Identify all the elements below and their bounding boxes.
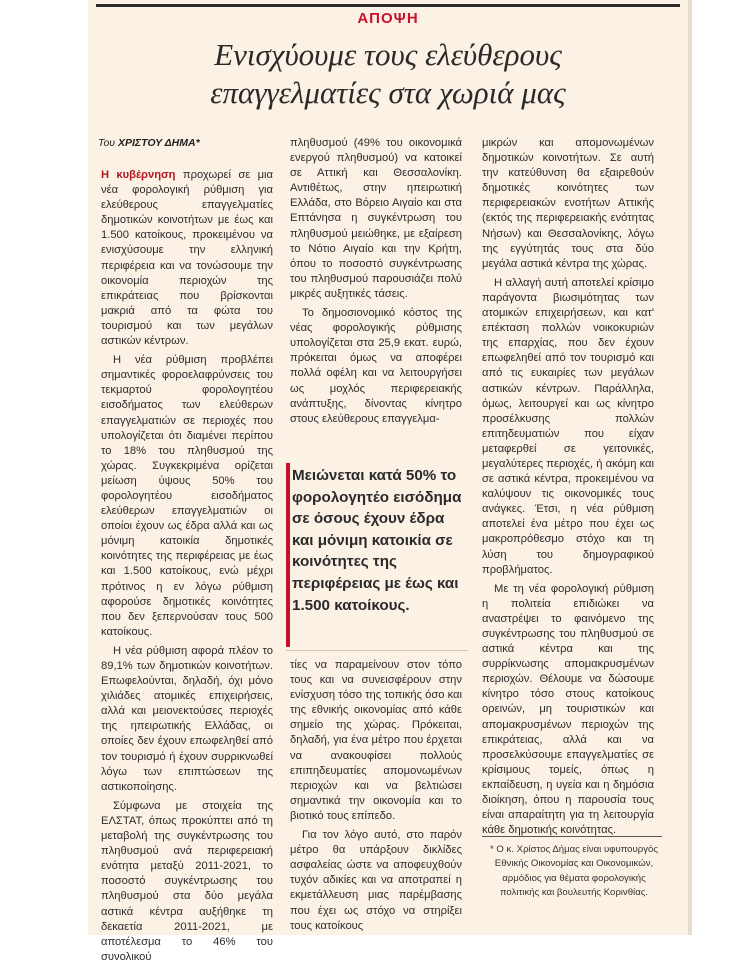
paragraph-text: προχωρεί σε μια νέα φορολογική ρύθμιση για ελεύθερους επαγγελματίες δημοτικών κοινοτήτων με έως και 1.500 κατοίκους, προκειμένου να ενισχύσουμε την ελληνική περιφέρεια και να τονώσουμε την οικονομία περιοχών της επικράτειας που βρίσκονται μακριά από τα φώτα του τουρισμού και των μεγάλων αστικών κέντρων. [101, 169, 274, 348]
newspaper-page [88, 0, 688, 963]
byline-prefix: Του [98, 137, 116, 149]
headline-line-2: επαγγελματίες στα χωριά μας [210, 75, 566, 110]
author-note: * Ο κ. Χρίστος Δήμας είναι υφυπουργός Εθνικής Οικονομίας και Οικονομικών, αρμόδιος για θέματα φορολογικής πολιτικής και βουλευτής Κορινθίας. [490, 844, 658, 899]
article-column-3 [482, 136, 654, 842]
page-edge [688, 0, 692, 935]
paragraph: Σύμφωνα με στοιχεία της ΕΛΣΤΑΤ, όπως προκύπτει από τη μεταβολή της συγκέντρωσης του πληθυσμού ανά περιφερειακή ενότητα μεταξύ 2011-2021, το ποσοστό συγκέντρωσης του πληθυσμού στα δύο μεγάλα αστικά κέντρα αυξήθηκε τη δεκαετία 2011-2021, με αποτέλεσμα το 46% του συνολικού [101, 799, 273, 963]
paragraph: Με τη νέα φορολογική ρύθμιση η πολιτεία επιδιώκει να αναστρέψει το φαινόμενο της συγκέντρωσης του πληθυσμού σε αστικά κέντρα και της συρρίκνωσης απομακρυσμένων περιοχών. Θέλουμε να δώσουμε κίνητρο τόσο στους κατοίκους ορεινών, μη τουριστικών και απομακρυσμένων περιοχών της επικράτειας, αλλά και να προσελκύσουμε επαγγελματίες σε κρίσιμους τομείς, όπως η εκπαίδευση, η υγεία και η δημόσια διοίκηση, όπου η παρουσία τους είναι απαραίτητη για τη λειτουργία κάθε δημοτικής κοινότητας. [482, 582, 654, 837]
paragraph: πληθυσμού (49% του οικονομικά ενεργού πληθυσμού) να κατοικεί σε Αττική και Θεσσαλονίκη. Αντιθέτως, στην ηπειρωτική Ελλάδα, στο Βόρειο Αιγαίο και στα Επτάνησα η συγκέντρωση του πληθυσμού μειώθηκε, με εξαίρεση το Νότιο Αιγαίο και την Κρήτη, όπου το ποσοστό συγκέντρωσης του πληθυσμού παρουσιάζει πολύ μικρές αυξητικές τάσεις. [290, 137, 462, 300]
pull-quote: Μειώνεται κατά 50% το φορολογητέο εισόδημα σε όσους έχουν έδρα και μόνιμη κατοικία σε κοινότητες της περιφέρειας με έως και 1.500 κατοίκους. [292, 467, 462, 614]
top-rule [96, 4, 680, 7]
headline [88, 36, 688, 112]
pull-quote-rule [286, 650, 468, 651]
pull-quote-bar [286, 463, 290, 647]
byline [98, 137, 200, 149]
paragraph: Η νέα ρύθμιση αφορά πλέον το 89,1% των δημοτικών κοινοτήτων. Επωφελούνται, δηλαδή, όχι μόνο χιλιάδες ατομικές επιχειρήσεις, αλλά και μειονεκτούσες περιοχές της ηπειρωτικής Ελλάδας, οι οποίες δεν έχουν επωφεληθεί από τον τουρισμό ή έχουν συρρικνωθεί λόγω των επιπτώσεων της αστικοποίησης. [101, 644, 273, 793]
lead-word: Η κυβέρνηση [101, 169, 176, 181]
article-column-2-continued [290, 658, 462, 938]
byline-author: ΧΡΙΣΤΟΥ ΔΗΜΑ* [118, 137, 200, 149]
paragraph: τίες να παραμείνουν στον τόπο τους και να συνεισφέρουν στην ενίσχυση τόσο της τοπικής όσο και της εθνικής οικονομίας από κάθε σημείο της χώρας. Πρόκειται, δηλαδή, για ένα μέτρο που έρχεται να ανακουφίσει πολλούς επιπηδευματίες απομονωμένων περιοχών και να βελτιώσει σημαντικά την οικονομία και το βιοτικό τους επίπεδο. [290, 659, 462, 822]
paragraph: Η νέα ρύθμιση προβλέπει σημαντικές φοροελαφρύνσεις του τεκμαρτού φορολογητέου εισοδήματος των ελεύθερων επαγγελματιών σε περιοχές που υπολογίζεται ότι διαμένει περίπου το 18% του πληθυσμού της χώρας. Συγκεκριμένα ορίζεται μείωση ύψους 50% του φορολογητέου εισοδήματος ελεύθερων επαγγελματιών οι οποίοι έχουν ως έδρα αλλά και ως μόνιμη κατοικία δημοτικές κοινότητες της περιφέρειας με έως και 1.500 κατοίκους, ενώ μέχρι πρότινος η εν λόγω ρύθμιση αφορούσε δημοτικές κοινότητες που δεν ξεπερνούσαν τους 500 κατοίκους. [101, 354, 273, 638]
paragraph [101, 168, 273, 349]
paragraph: μικρών και απομονωμένων δημοτικών κοινοτήτων. Σε αυτή την κατεύθυνση θα εξαιρεθούν δημοτικές κοινότητες των περιφερειακών ενοτήτων Αττικής (εκτός της περιφερειακής ενότητας Νήσων) και Θεσσαλονίκης, λόγω της εγγύτητάς τους στα δύο μεγάλα αστικά κέντρα της χώρας. [482, 137, 654, 270]
headline-line-1: Ενισχύουμε τους ελεύθερους [214, 37, 562, 72]
article-column-1 [101, 168, 273, 969]
article-column-2 [290, 136, 462, 431]
author-note-rule [482, 836, 662, 837]
paragraph: Για τον λόγο αυτό, στο παρόν μέτρο θα υπάρξουν δικλίδες ασφαλείας ώστε να αποφευχθούν τυχόν αδικίες και να αποτραπεί η εκμετάλλευση μιας παρέμβασης που έχει ως στόχο να στηρίξει τους κατοίκους [290, 829, 462, 932]
section-label: ΑΠΟΨΗ [357, 10, 419, 27]
paragraph: Η αλλαγή αυτή αποτελεί κρίσιμο παράγοντα βιωσιμότητας των ατομικών επιχειρήσεων, και κατ' επέκταση πολλών νοικοκυριών της επαρχίας, που δεν έχουν επωφεληθεί από τον τουρισμό και από τις ευκαιρίες των μεγάλων αστικών κέντρων. Παράλληλα, όμως, λειτουργεί και ως κίνητρο προσέλκυσης πολλών επιτηδευματιών που είχαν μεταφερθεί σε γειτονικές, μεγαλύτερες περιοχές, ή ακόμη και σε αστικά κέντρα, προκειμένου να καλύψουν τις οικονομικές τους ανάγκες. Έτσι, η νέα ρύθμιση αποτελεί ένα μέτρο που έχει ως μακροπρόθεσμο στόχο και τη λύση του δημογραφικού προβλήματος. [482, 276, 654, 576]
paragraph: Το δημοσιονομικό κόστος της νέας φορολογικής ρύθμισης υπολογίζεται στα 25,9 εκατ. ευρώ, πρόκειται όμως να αποφέρει πολλά οφέλη και να λειτουργήσει ως μοχλός περιφερειακής ανάπτυξης, δίνοντας κίνητρο στους ελεύθερους επαγγελμα- [290, 307, 462, 425]
